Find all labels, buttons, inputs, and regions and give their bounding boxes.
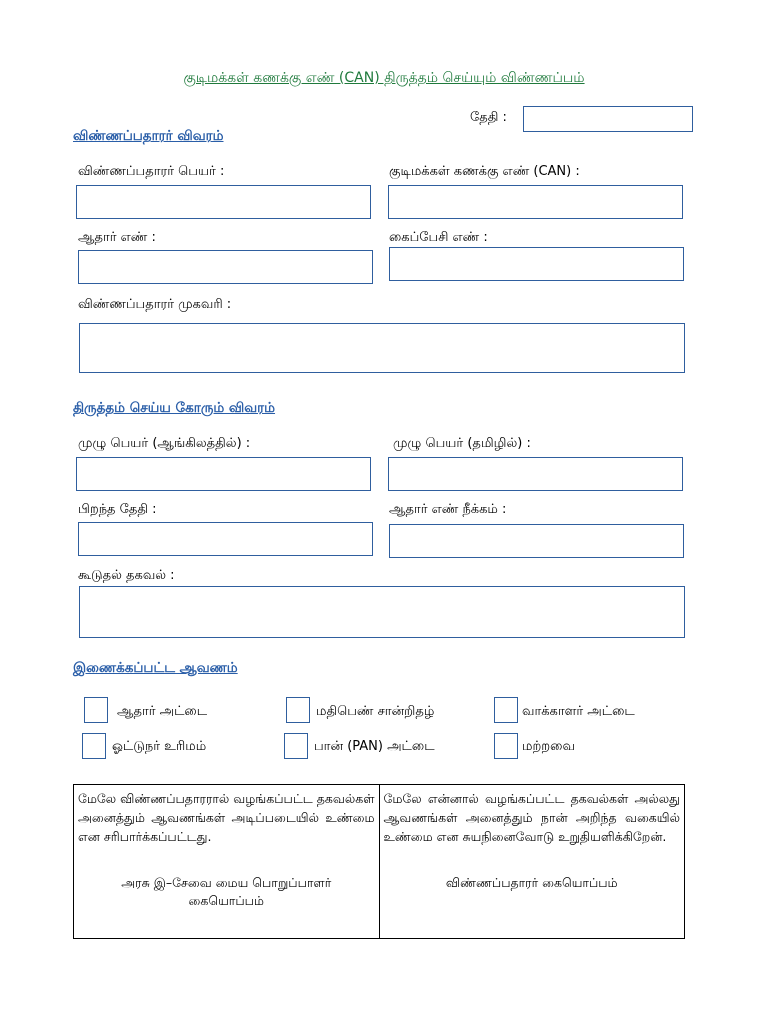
additional-info-label: கூடுதல் தகவல் : [78, 568, 175, 583]
declaration-right-cell [379, 785, 685, 939]
address-label: விண்ணப்பதாரர் முகவரி : [78, 297, 232, 312]
aadhaar-remove-field[interactable] [389, 524, 684, 558]
fullname-ta-label: முழு பெயர் (தமிழில்) : [393, 436, 531, 451]
attachment-label: ஓட்டுநர் உரிமம் [112, 739, 207, 754]
mobile-label: கைப்பேசி எண் : [389, 230, 488, 245]
right-signature: விண்ணப்பதாரர் கையொப்பம் [445, 875, 618, 890]
fullname-en-label: முழு பெயர் (ஆங்கிலத்தில்) : [78, 436, 251, 451]
checkbox-driving-licence[interactable] [82, 733, 106, 759]
attachment-label: ஆதார் அட்டை [117, 704, 208, 719]
fullname-ta-field[interactable] [388, 457, 683, 491]
attachment-label: வாக்காளர் அட்டை [522, 704, 635, 719]
can-field[interactable] [388, 185, 683, 219]
dob-label: பிறந்த தேதி : [78, 502, 157, 517]
checkbox-others[interactable] [494, 733, 518, 759]
applicant-name-field[interactable] [76, 185, 371, 219]
checkbox-voter-id[interactable] [494, 697, 518, 723]
correction-section-title: திருத்தம் செய்ய கோரும் விவரம் [73, 400, 276, 416]
left-signature-line2: கையொப்பம் [188, 893, 264, 908]
declaration-left-cell [74, 785, 380, 939]
attachment-label: மதிபெண் சான்றிதழ் [316, 704, 435, 719]
attachment-label: மற்றவை [522, 739, 575, 754]
checkbox-marksheet[interactable] [286, 697, 310, 723]
checkbox-pan-card[interactable] [284, 733, 308, 759]
left-signature-line1: அரசு இ–சேவை மைய பொறுப்பாளர் [121, 875, 332, 890]
date-field[interactable] [523, 106, 693, 132]
fullname-en-field[interactable] [76, 457, 371, 491]
applicant-section-title: விண்ணப்பதாரர் விவரம் [73, 128, 224, 144]
mobile-field[interactable] [389, 247, 684, 281]
additional-info-field[interactable] [79, 586, 685, 638]
date-label: தேதி : [470, 110, 507, 125]
aadhaar-remove-label: ஆதார் எண் நீக்கம் : [389, 502, 507, 517]
address-field[interactable] [79, 323, 685, 373]
declaration-table [73, 784, 685, 939]
checkbox-aadhaar-card[interactable] [84, 697, 108, 723]
declaration-left-text: மேலே விண்ணப்பதாரரால் வழங்கப்பட்ட தகவல்கள் அனைத்தும் ஆவணங்கள் அடிப்படையில் உண்மை என சரிபார்க்கப்பட்டது. [78, 791, 375, 844]
form-title: குடிமக்கள் கணக்கு எண் (CAN) திருத்தம் செய்யும் விண்ணப்பம் [183, 70, 585, 86]
attachments-section-title: இணைக்கப்பட்ட ஆவணம் [73, 660, 238, 676]
aadhaar-field[interactable] [78, 250, 373, 284]
can-label: குடிமக்கள் கணக்கு எண் (CAN) : [389, 164, 580, 179]
attachment-label: பான் (PAN) அட்டை [314, 739, 435, 754]
aadhaar-label: ஆதார் எண் : [78, 230, 156, 245]
declaration-right-text: மேலே என்னால் வழங்கப்பட்ட தகவல்கள் அல்லது ஆவணங்கள் அனைத்தும் நான் அறிந்த வகையில் உண்மை என சுயநினைவோடு உறுதியளிக்கிறேன். [383, 791, 680, 844]
applicant-name-label: விண்ணப்பதாரர் பெயர் : [78, 164, 225, 179]
dob-field[interactable] [78, 522, 373, 556]
